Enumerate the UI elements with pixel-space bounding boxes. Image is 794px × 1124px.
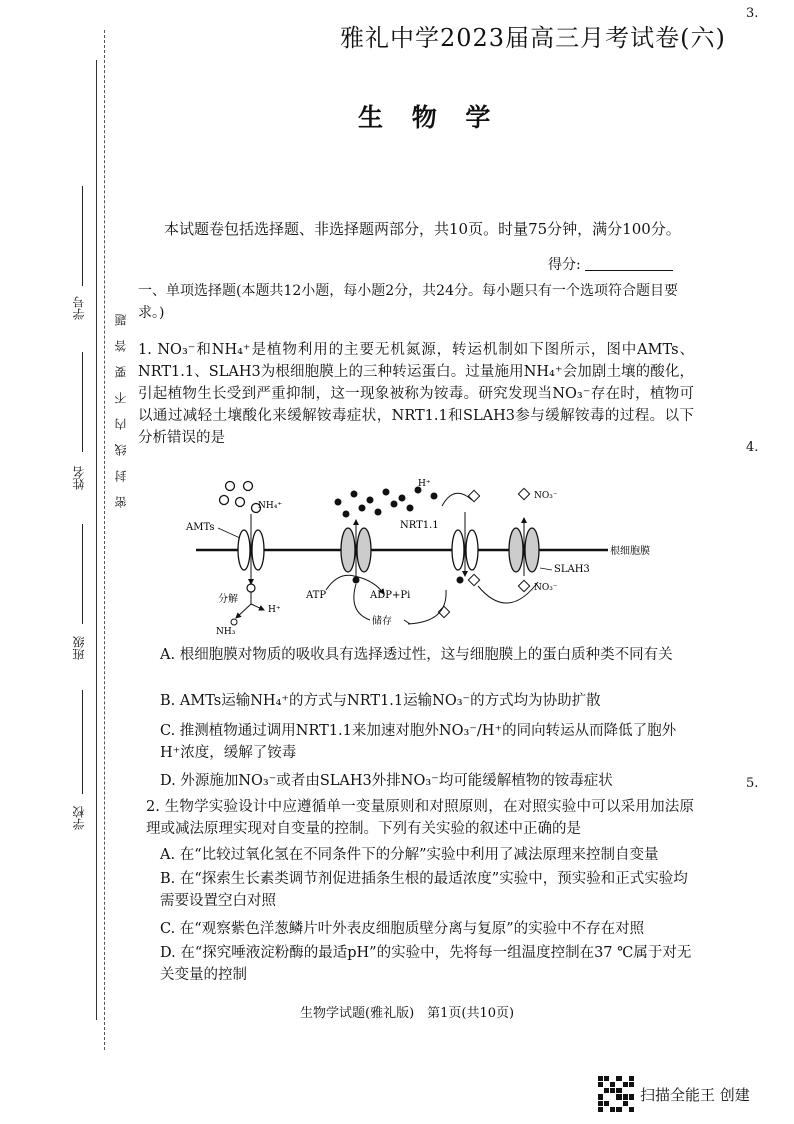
scanner-text: 扫描全能王 创建 [640,1085,750,1104]
no3-bottom-label: NO₃⁻ [534,583,558,593]
q2-option-d: D. 在“探究唾液淀粉酶的最适pH”的实验中，先将每一组温度控制在37 ℃属于对无关变量的控制 [160,945,692,983]
q1-option-c: C. 推测植物通过调用NRT1.1来加速对胞外NO₃⁻/H⁺的同向转运从而降低了胞外H⁺浓度，缓解了铵毒 [160,723,677,761]
q1-stem: 1. NO₃⁻和NH₄⁺是植物利用的主要无机氮源，转运机制如下图所示，图中AMTs、NRT1.1、SLAH3为根细胞膜上的三种转运蛋白。过量施用NH₄⁺会加剧土壤的酸化，引起植物生长受到严重抑制，这一现象被称为铵毒。研究发现当NO₃⁻存在时，植物可以通过减轻土壤酸化来缓解铵毒症状，NRT1.1和SLAH3参与缓解铵毒的过程。以下分析错误的是 [138,342,694,446]
q2-option-a: A. 在“比较过氧化氢在不同条件下的分解”实验中利用了减法原理来控制自变量 [160,847,659,863]
q2-option-b: B. 在“探索生长素类调节剂促进插条生根的最适浓度”实验中，预实验和正式实验均需要设置空白对照 [160,871,688,909]
exam-header: 雅礼中学2023届高三月考试卷(六) [340,24,726,52]
h-dots [335,487,438,518]
scanner-watermark [598,1075,788,1113]
margin-number-3: 3. [746,6,759,21]
slah3-label: SLAH3 [554,564,590,575]
membrane-label: 根细胞膜 [610,546,650,557]
class-label: 班级 [72,636,86,660]
h-top-label: H⁺ [418,479,431,489]
id-field[interactable] [82,186,83,286]
margin-number-5: 5. [746,776,759,791]
class-field[interactable] [82,524,83,624]
school-field[interactable] [82,690,83,794]
q1-option-a: A. 根细胞膜对物质的吸收具有选择透过性，这与细胞膜上的蛋白质种类不同有关 [160,647,673,663]
id-label: 学号 [72,296,86,320]
seal-dashed-line [104,30,105,1050]
decompose-label: 分解 [218,594,238,605]
nh4-circles [220,482,261,513]
q1-option-b: B. AMTs运输NH₄⁺的方式与NRT1.1运输NO₃⁻的方式均为协助扩散 [160,693,601,709]
amts-label: AMTs [186,522,215,533]
q2-option-c: C. 在“观察紫色洋葱鳞片叶外表皮细胞质壁分离与复原”的实验中不存在对照 [160,921,645,937]
h-bottom-label: H⁺ [268,605,281,615]
score-box [548,254,673,274]
name-label: 姓名 [72,466,86,490]
q2-stem: 2. 生物学实验设计中应遵循单一变量原则和对照原则，在对照实验中可以采用加法原理或减法原理实现对自变量的控制。下列有关实验的叙述中正确的是 [146,799,694,837]
adp-label: ADP+Pi [370,590,411,601]
seal-text: 密封线内不要答题 [114,300,128,508]
q1-option-d: D. 外源施加NO₃⁻或者由SLAH3外排NO₃⁻均可能缓解植物的铵毒症状 [160,773,613,789]
school-label: 学校 [72,806,86,830]
nrt-label: NRT1.1 [400,520,439,531]
atp-label: ATP [306,590,327,601]
exam-intro: 本试题卷包括选择题、非选择题两部分，共10页。时量75分钟，满分100分。 [164,220,681,238]
margin-number-4: 4. [746,440,759,455]
name-field[interactable] [82,352,83,452]
score-label: 得分: [548,257,581,273]
qr-code-icon [598,1076,634,1112]
subject-title: 生 物 学 [358,103,501,132]
no3-top-label: NO₃⁻ [534,491,558,501]
section1-heading: 一、单项选择题(本题共12小题，每小题2分，共24分。每小题只有一个选项符合题目要求。) [138,283,678,321]
storage-label: 储存 [372,616,392,627]
binding-line [96,60,97,1020]
nitrogen-transport-diagram [178,472,650,640]
nh3-label: NH₃ [216,627,236,637]
score-field[interactable] [585,256,673,271]
nh4-label: NH₄⁺ [258,501,283,511]
page-footer: 生物学试题(雅礼版) 第1页(共10页) [300,1006,515,1021]
